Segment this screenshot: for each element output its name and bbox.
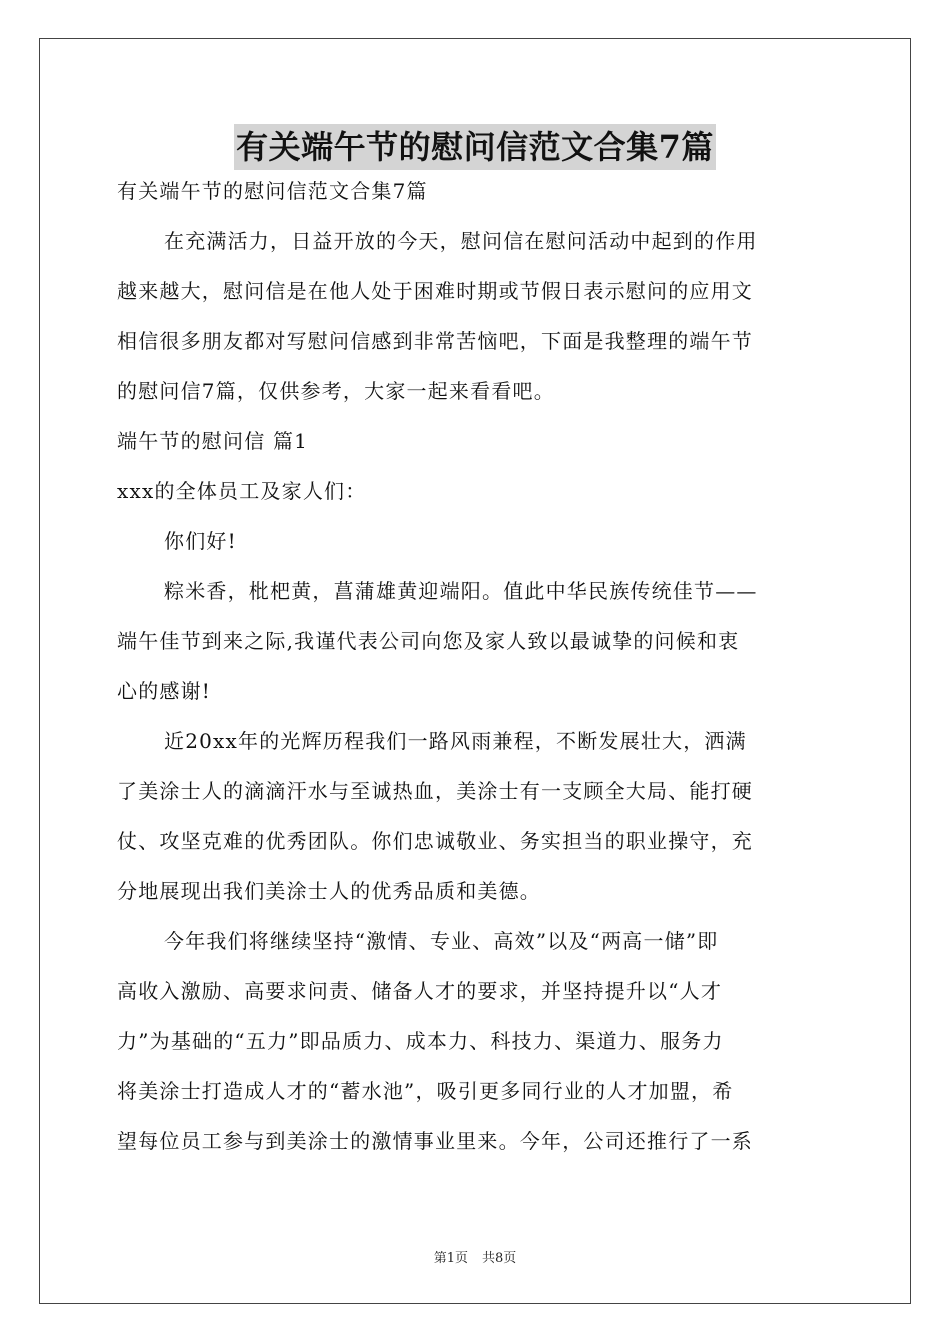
document-title: 有关端午节的慰问信范文合集7篇 [234, 124, 716, 170]
text-line: 将美涂士打造成人才的“蓄水池”，吸引更多同行业的人才加盟，希 [117, 1079, 734, 1103]
text-line: 的慰问信7篇，仅供参考，大家一起来看看吧。 [117, 379, 555, 403]
text-line: 高收入激励、高要求问责、储备人才的要求，并坚持提升以“人才 [117, 979, 723, 1003]
total-pages: 共8页 [482, 1251, 517, 1266]
text-line: 望每位员工参与到美涂士的激情事业里来。今年，公司还推行了一系 [117, 1129, 753, 1153]
text-line: 端午佳节到来之际,我谨代表公司向您及家人致以最诚挚的问候和衷 [117, 629, 740, 653]
text-line: 你们好! [164, 529, 237, 553]
text-line: 近20xx年的光辉历程我们一路风雨兼程，不断发展壮大，洒满 [164, 729, 747, 753]
text-line: 有关端午节的慰问信范文合集7篇 [117, 179, 428, 203]
text-line: 心的感谢! [117, 679, 212, 703]
text-line: 力”为基础的“五力”即品质力、成本力、科技力、渠道力、服务力 [117, 1029, 724, 1053]
text-line: 今年我们将继续坚持“激情、专业、高效”以及“两高一储”即 [164, 929, 719, 953]
text-line: xxx的全体员工及家人们： [117, 479, 367, 503]
text-line: 端午节的慰问信 篇1 [117, 429, 309, 453]
page-footer [0, 1247, 950, 1266]
text-line: 仗、攻坚克难的优秀团队。你们忠诚敬业、务实担当的职业操守，充 [117, 829, 753, 853]
text-line: 了美涂士人的滴滴汗水与至诚热血，美涂士有一支顾全大局、能打硬 [117, 779, 753, 803]
title-container [0, 124, 950, 170]
text-line: 粽米香，枇杷黄，菖蒲雄黄迎端阳。值此中华民族传统佳节—— [164, 579, 758, 603]
document-body [117, 179, 833, 1179]
text-line: 在充满活力，日益开放的今天，慰问信在慰问活动中起到的作用 [164, 229, 758, 253]
text-line: 相信很多朋友都对写慰问信感到非常苦恼吧，下面是我整理的端午节 [117, 329, 753, 353]
text-line: 越来越大，慰问信是在他人处于困难时期或节假日表示慰问的应用文 [117, 279, 753, 303]
page-number: 第1页 [433, 1251, 468, 1266]
text-line: 分地展现出我们美涂士人的优秀品质和美德。 [117, 879, 541, 903]
